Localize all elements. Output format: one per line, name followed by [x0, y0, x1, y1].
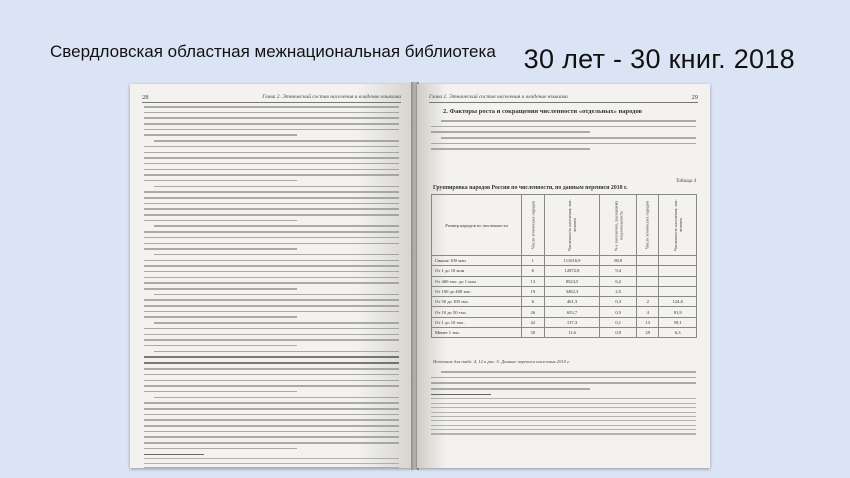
text-line	[154, 140, 399, 142]
text-line	[431, 398, 696, 399]
left-running-head	[142, 94, 401, 103]
slide-title: 30 лет - 30 книг. 2018	[523, 44, 795, 74]
text-line	[154, 254, 399, 256]
text-line	[154, 225, 399, 227]
table-cell: 461,3	[544, 297, 600, 307]
text-line	[431, 425, 696, 426]
table-cell: 0,5	[600, 307, 637, 317]
text-line	[144, 385, 399, 387]
table-cell: 111016,9	[544, 256, 600, 266]
table-cell	[636, 276, 658, 286]
text-line	[441, 120, 696, 122]
text-line	[154, 186, 399, 188]
text-line	[431, 412, 696, 413]
table-cell: 6,3	[659, 328, 697, 338]
table-row	[432, 256, 697, 266]
table-cell: От 10 до 50 тыс.	[432, 307, 522, 317]
table-header-row	[432, 195, 697, 256]
text-line	[144, 305, 399, 307]
table-row	[432, 307, 697, 317]
table-cell	[659, 276, 697, 286]
text-line	[431, 377, 696, 379]
table-cell: 13	[522, 276, 544, 286]
text-line	[144, 260, 399, 262]
table-cell: 80,9	[600, 256, 637, 266]
table-cell	[636, 286, 658, 296]
table-title: Группировка народов России по численности, по данным переписи 2010 г.	[433, 185, 628, 191]
text-line	[144, 448, 297, 450]
text-line	[144, 191, 399, 193]
text-line	[144, 214, 399, 216]
text-line	[144, 152, 399, 154]
table-cell: 26	[522, 307, 544, 317]
text-line	[154, 397, 399, 399]
text-line	[144, 311, 399, 313]
table-number: Таблица 4	[675, 179, 696, 184]
text-line	[144, 316, 297, 318]
left-running-head-text: Глава 2. Этнический состав населения и владение языками	[262, 94, 401, 100]
text-line	[144, 442, 399, 444]
text-line	[144, 414, 399, 416]
text-line	[144, 271, 399, 273]
right-page-footer-text	[431, 371, 696, 438]
table-cell: 12872,8	[544, 266, 600, 276]
text-line	[144, 391, 297, 393]
table-cell: 6,2	[600, 276, 637, 286]
text-line	[144, 463, 399, 464]
text-line	[431, 433, 696, 434]
table-cell: 653,7	[544, 307, 600, 317]
text-line	[144, 374, 399, 376]
text-line	[144, 356, 399, 358]
table-cell: 6	[522, 266, 544, 276]
text-line	[144, 436, 399, 438]
table-cell: 137,3	[544, 317, 600, 327]
text-line	[144, 339, 399, 341]
table-row	[432, 317, 697, 327]
table-cell: 29	[636, 328, 658, 338]
text-line	[144, 106, 399, 108]
text-line	[144, 362, 399, 364]
text-line	[144, 402, 399, 404]
text-line	[431, 403, 696, 404]
text-line	[144, 174, 399, 176]
left-page-number: 28	[142, 94, 149, 101]
text-line	[144, 180, 297, 182]
left-page-body	[144, 106, 399, 468]
table-cell: От 1 до 10 млн	[432, 266, 522, 276]
table-cell: Менее 1 тыс.	[432, 328, 522, 338]
section-title: 2. Факторы роста и сокращения численности «отдельных» народов	[443, 108, 643, 115]
table-cell: 4	[636, 307, 658, 317]
text-line	[144, 419, 399, 421]
text-line	[431, 143, 696, 145]
text-line	[144, 431, 399, 433]
table-row	[432, 276, 697, 286]
table-header-cell: Число этнических народов	[636, 195, 658, 256]
table-cell	[636, 266, 658, 276]
text-line	[144, 288, 297, 290]
table-cell: 81,9	[659, 307, 697, 317]
table-cell: 2,5	[600, 286, 637, 296]
text-line	[144, 134, 297, 136]
org-name: Свердловская областная межнациональная библиотека	[50, 42, 496, 61]
text-line	[144, 299, 399, 301]
table-cell: 2	[636, 297, 658, 307]
table-cell: От 50 до 100 тыс.	[432, 297, 522, 307]
table-header-cell: Численность населения, тыс. человек	[659, 195, 697, 256]
table-cell: От 1 до 10 тыс.	[432, 317, 522, 327]
text-line	[154, 294, 399, 296]
right-page-number: 29	[691, 94, 698, 101]
table-row	[432, 266, 697, 276]
table-cell: Свыше 100 млн	[432, 256, 522, 266]
text-line	[144, 248, 297, 250]
table-cell: 8524,5	[544, 276, 600, 286]
table-header-cell: Число этнических народов	[522, 195, 544, 256]
text-line	[144, 368, 399, 370]
text-line	[441, 371, 696, 373]
text-line	[144, 243, 399, 245]
text-line	[431, 420, 696, 421]
text-line	[441, 137, 696, 139]
text-line	[144, 425, 399, 427]
text-line	[144, 203, 399, 205]
table-row	[432, 297, 697, 307]
table-cell: 9,4	[600, 266, 637, 276]
table-cell: От 400 тыс. до 1 млн	[432, 276, 522, 286]
text-line	[431, 131, 590, 133]
text-line	[144, 146, 399, 148]
text-line	[144, 408, 399, 410]
text-line	[144, 380, 399, 382]
text-line	[144, 265, 399, 267]
text-line	[144, 282, 399, 284]
table-header-cell: Численность населения, тыс. человек	[544, 195, 600, 256]
text-line	[431, 388, 590, 390]
text-line	[144, 334, 399, 336]
table-cell: 6	[522, 297, 544, 307]
text-line	[144, 220, 297, 222]
text-line	[144, 112, 399, 114]
table-cell: 124,6	[659, 297, 697, 307]
footnote-separator	[431, 394, 491, 395]
table-cell	[636, 256, 658, 266]
text-line	[144, 237, 399, 239]
table-cell: 0,1	[600, 317, 637, 327]
text-line	[144, 163, 399, 165]
text-line	[431, 429, 696, 430]
text-line	[144, 231, 399, 233]
table-header-cell: % к населению, указавшему национальность	[600, 195, 637, 256]
table-cell: 42	[522, 317, 544, 327]
table-row	[432, 286, 697, 296]
table-row	[432, 328, 697, 338]
text-line	[144, 157, 399, 159]
text-line	[144, 458, 399, 459]
text-line	[431, 382, 696, 384]
table-cell: 0,3	[600, 297, 637, 307]
table-cell: 1	[522, 256, 544, 266]
table-cell: 59,1	[659, 317, 697, 327]
left-page	[130, 84, 413, 468]
text-line	[144, 169, 399, 171]
right-running-head	[429, 94, 698, 103]
text-line	[144, 277, 399, 279]
text-line	[144, 328, 399, 330]
text-line	[431, 416, 696, 417]
text-line	[144, 117, 399, 119]
right-page-intro	[431, 120, 696, 154]
table-cell: 13	[636, 317, 658, 327]
text-line	[144, 208, 399, 210]
book-photo	[130, 80, 710, 472]
footnote-separator	[144, 454, 204, 455]
text-line	[154, 351, 399, 353]
table-cell: 11,6	[544, 328, 600, 338]
right-running-head-text: Глава 2. Этнический состав населения и владение языками	[429, 94, 568, 100]
text-line	[144, 467, 399, 468]
table-cell: 0,0	[600, 328, 637, 338]
text-line	[431, 407, 696, 408]
table-source-note: Источник для табл. 4, 12 и рис. 5: Данные переписи населения 2010 г.	[433, 359, 570, 364]
table-cell	[659, 256, 697, 266]
text-line	[144, 129, 399, 131]
text-line	[144, 197, 399, 199]
right-page	[417, 84, 710, 468]
table-cell: 19	[522, 286, 544, 296]
table-cell: От 100 до 400 тыс.	[432, 286, 522, 296]
text-line	[144, 345, 297, 347]
table-cell: 30	[522, 328, 544, 338]
table-cell	[659, 266, 697, 276]
text-line	[431, 148, 590, 150]
table-header-cell: Размер народов по численности	[432, 195, 522, 256]
population-table	[431, 194, 697, 338]
table-cell: 3482,3	[544, 286, 600, 296]
table-cell	[659, 286, 697, 296]
text-line	[144, 123, 399, 125]
text-line	[431, 126, 696, 128]
text-line	[154, 322, 399, 324]
